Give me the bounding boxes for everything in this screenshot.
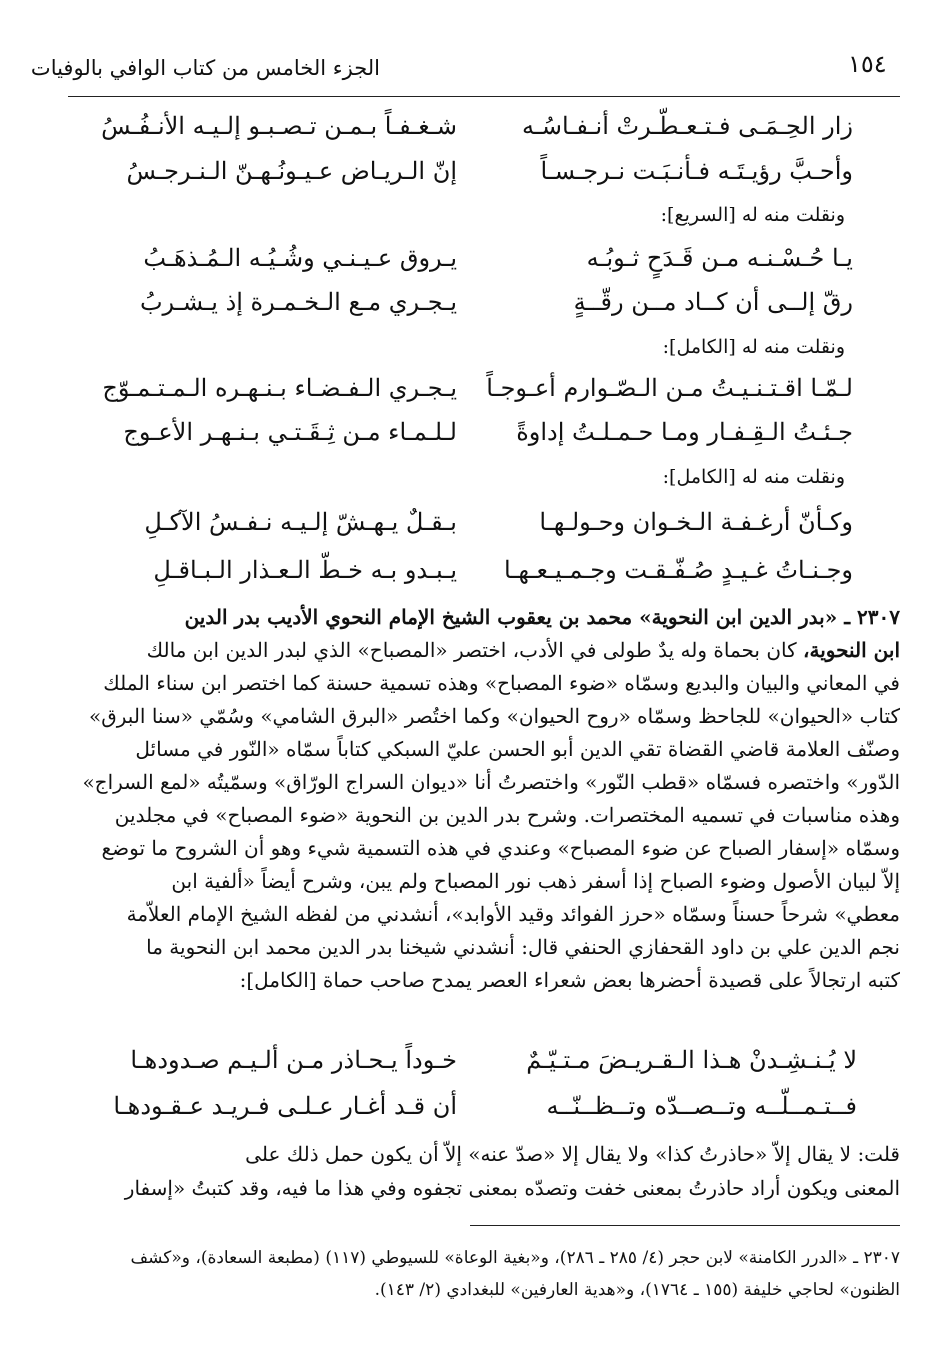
- verse-10-first-hemistich: فــتـمــلّــه وتــصــدّه وتــظــنّــه: [546, 1092, 857, 1120]
- verse-4-first-hemistich: رقّ إلــى أن كــاد مــن رقّــةٍ: [573, 288, 853, 316]
- entry-name-bold: ابن النحوية،: [803, 638, 900, 662]
- verse-1-second-hemistich: شـغـفـاً بـمـن تـصـبـو إلـيـه الأنـفُـسُ: [101, 112, 457, 140]
- closing-line-2: المعنى ويكون أراد حاذرتُ بمعنى خفت وتصدّه بمعنى تجفوه وفي هذا ما فيه، وقد كتبتُ «إسفار: [124, 1176, 900, 1200]
- entry-line-4: وصنّف العلامة قاضي القضاة تقي الدين أبو الحسن عليّ السبكي كتاباً سمّاه «النّور في مسائل: [135, 737, 900, 761]
- verse-4-second-hemistich: يـجـري مـع الـخـمـرة إذ يـشـربُ: [139, 288, 457, 316]
- entry-line-5: الدّور» واختصره فسمّاه «قطب النّور» واختصرتُ أنا «ديوان السراج الورّاق» وسمّيتُه «لمع السراج»: [82, 770, 900, 794]
- closing-line-1: قلت: لا يقال إلاّ «حاذرتُ كذا» ولا يقال إلا «صدّ عنه» إلاّ أن يكون حمل ذلك على: [245, 1142, 900, 1166]
- entry-heading: ٢٣٠٧ ـ «بدر الدين ابن النحوية» محمد بن يعقوب الشيخ الإمام النحوي الأديب بدر الدين: [184, 605, 900, 629]
- header-rule: [68, 96, 900, 97]
- verse-2-second-hemistich: إنّ الـريـاض عـيـونُـهـنّ الـنـرجـسُ: [126, 157, 457, 185]
- entry-line-2: في المعاني والبيان والبديع وسمّاه «ضوء المصباح» وهذه تسمية حسنة كما اختصر ابن سناء الملك: [103, 671, 900, 695]
- entry-line-7: وسمّاه «إسفار الصباح عن ضوء المصباح» وعندي في هذه التسمية شيء وهو أن الشروح ما توضع: [101, 836, 900, 860]
- footnote-line-1: ٢٣٠٧ ـ «الدرر الكامنة» لابن حجر (٤/ ٢٨٥ ـ ٢٨٦)، و«بغية الوعاة» للسيوطي (١١٧) (مطبعة السعادة)، و«كشف: [130, 1248, 900, 1268]
- closing-paragraph: [78, 1137, 900, 1205]
- footnote-line-2: الظنون» لحاجي خليفة (١٥٥ ـ ١٧٦٤)، و«هدية العارفين» للبغدادي (٢/ ١٤٣).: [374, 1280, 900, 1300]
- running-header-title: الجزء الخامس من كتاب الوافي بالوفيات: [30, 56, 380, 80]
- page-number: ١٥٤: [848, 50, 887, 78]
- entry-line-1: [78, 634, 900, 667]
- verse-6-second-hemistich: لـلـمـاء مـن ثِـقَـتـي بـنـهـر الأعـوج: [123, 418, 457, 446]
- verse-7-first-hemistich: وكـأنّ أرغـفـة الـخـوان وحـولـهـا: [539, 508, 853, 536]
- entry-line-10: نجم الدين علي بن داود القحفازي الحنفي قال: أنشدني شيخنا بدر الدين محمد ابن النحوية ما: [146, 935, 900, 959]
- verse-6-first-hemistich: جـئـتُ الـقِـفـار ومـا حـمـلـتُ إداوةً: [516, 418, 853, 446]
- verse-8-first-hemistich: وجـنـاتُ غـيـدٍ صُـفّـقـت وجـمـيـعـهـا: [504, 556, 853, 584]
- verse-9-first-hemistich: لا يُـنـشِـدنْ هـذا الـقـريـضَ مـتـيّـمٌ: [526, 1046, 857, 1074]
- verse-10-second-hemistich: أن قـد أغـار عـلـى فـريـد عـقـودهـا: [113, 1092, 457, 1120]
- entry-line-11: كتبه ارتجالاً على قصيدة أحضرها بعض شعراء العصر يمدح صاحب حماة [الكامل]:: [239, 968, 900, 992]
- verse-1-first-hemistich: زار الحِـمَـى فـتـعـطّـرتْ أنـفـاسُـه: [522, 112, 853, 140]
- entry-line-8: إلاّ لبيان الأصول وضوء الصباح إذا أسفر ذهب نور المصباح ولم يبن، وشرح أيضاً «ألفية ابن: [171, 869, 900, 893]
- entry-line-9: معطي» شرحاً حسناً وسمّاه «حرز الفوائد وقيد الأوابد»، أنشدني من لفظه الشيخ الإمام العلاّمة: [126, 902, 900, 926]
- footnote-rule: [470, 1225, 900, 1226]
- verse-7-second-hemistich: بـقـلٌ يـهـشّ إلـيـه نـفـسُ الآكـلِ: [144, 508, 457, 536]
- entry-2307: [78, 601, 900, 997]
- verse-intro-2: ونقلت منه له [الكامل]:: [662, 336, 845, 358]
- footnote: [78, 1242, 900, 1306]
- verse-intro-1: ونقلت منه له [السريع]:: [660, 204, 845, 226]
- entry-line-6: وهذه مناسبات في تسميه المختصرات. وشرح بدر الدين بن النحوية «ضوء المصباح» في مجلدين: [114, 803, 900, 827]
- entry-line-1-text: كان بحماة وله يدٌ طولى في الأدب، اختصر «المصباح» الذي لبدر الدين ابن مالك: [146, 638, 804, 662]
- verse-3-first-hemistich: يـا حُـسْـنـه مـن قَـدَحٍ ثـوبُـه: [586, 244, 853, 272]
- verse-8-second-hemistich: يـبـدو بـه خـطّ الـعـذار الـبـاقـلِ: [153, 556, 457, 584]
- verse-5-first-hemistich: لـمّـا اقـتـنـيـتُ مـن الـصّـوارم أعـوجـاً: [486, 374, 853, 402]
- verse-5-second-hemistich: يـجـري الـفـضـاء بـنـهـره الـمـتـمـوّج: [102, 374, 457, 402]
- entry-line-3: كتاب «الحيوان» للجاحظ وسمّاه «روح الحيوان» وكما اختُصر «البرق الشامي» وسُمّي «سنا البرق»: [89, 704, 900, 728]
- verse-9-second-hemistich: خـوداً يـحـاذر مـن ألـيـم صـدودهـا: [130, 1046, 457, 1074]
- verse-3-second-hemistich: يـروق عـيـنـي وشُـيُـه الـمُـذهَـبُ: [143, 244, 457, 272]
- verse-intro-3: ونقلت منه له [الكامل]:: [662, 466, 845, 488]
- verse-2-first-hemistich: وأحـبَّ رؤيـتَـه فـأنـبَـت نـرجـسـاً: [540, 157, 853, 185]
